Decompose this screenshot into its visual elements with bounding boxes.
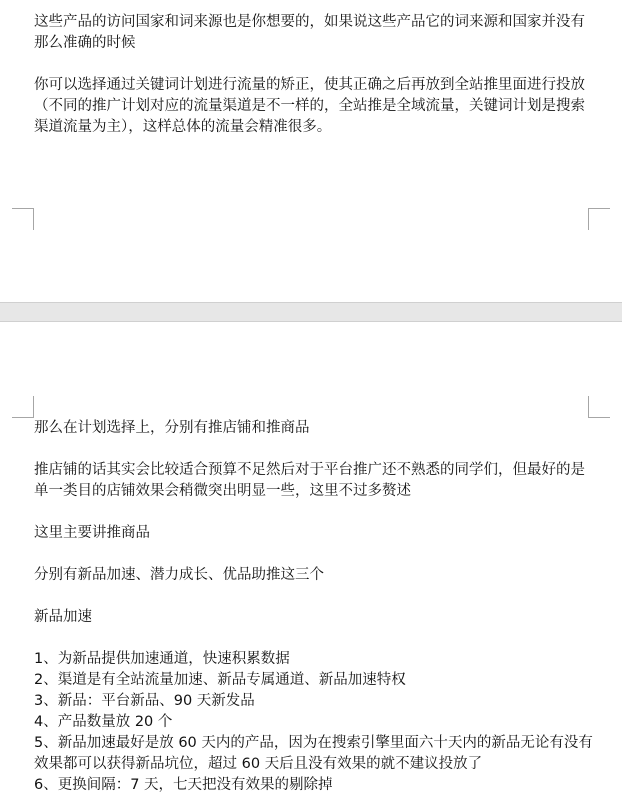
paragraph-2[interactable]: 你可以选择通过关键词计划进行流量的矫正，使其正确之后再放到全站推里面进行投放（不同的推广计划对应的流量渠道是不一样的，全站推是全域流量，关键词计划是搜索渠道流量为主），这样总体的流量会精准很多。 xyxy=(34,77,585,135)
margin-corner-bottom-right xyxy=(588,208,610,230)
new-product-list xyxy=(34,649,594,796)
section-heading-new-product[interactable]: 新品加速 xyxy=(34,609,92,625)
paragraph-promote-product[interactable]: 这里主要讲推商品 xyxy=(34,525,150,541)
list-item[interactable]: 2、渠道是有全站流量加速、新品专属通道、新品加速特权 xyxy=(34,672,406,688)
paragraph-three-types[interactable]: 分别有新品加速、潜力成长、优品助推这三个 xyxy=(34,567,324,583)
list-item[interactable]: 5、新品加速最好是放 60 天内的产品，因为在搜索引擎里面六十天内的新品无论有没有效果都可以获得新品坑位，超过 60 天后且没有效果的就不建议投放了 xyxy=(34,735,593,772)
list-item[interactable]: 1、为新品提供加速通道，快速积累数据 xyxy=(34,651,290,667)
paragraph-promote-store[interactable]: 推店铺的话其实会比较适合预算不足然后对于平台推广还不熟悉的同学们，但最好的是单一类目的店铺效果会稍微突出明显一些，这里不过多赘述 xyxy=(34,462,585,499)
document-page-2 xyxy=(0,322,622,797)
margin-corner-top-left xyxy=(12,396,34,418)
margin-corner-top-right xyxy=(588,396,610,418)
page-1-body xyxy=(34,12,594,159)
list-item[interactable]: 4、产品数量放 20 个 xyxy=(34,714,173,730)
paragraph-plan-selection[interactable]: 那么在计划选择上，分别有推店铺和推商品 xyxy=(34,420,310,436)
margin-corner-bottom-left xyxy=(12,208,34,230)
list-item[interactable]: 6、更换间隔：7 天，七天把没有效果的剔除掉 xyxy=(34,777,333,793)
page-2-body xyxy=(34,418,594,796)
document-page-1 xyxy=(0,0,622,302)
paragraph-1[interactable]: 这些产品的访问国家和词来源也是你想要的，如果说这些产品它的词来源和国家并没有那么准确的时候 xyxy=(34,14,585,51)
list-item[interactable]: 3、新品：平台新品、90 天新发品 xyxy=(34,693,255,709)
page-break-gap xyxy=(0,302,622,322)
